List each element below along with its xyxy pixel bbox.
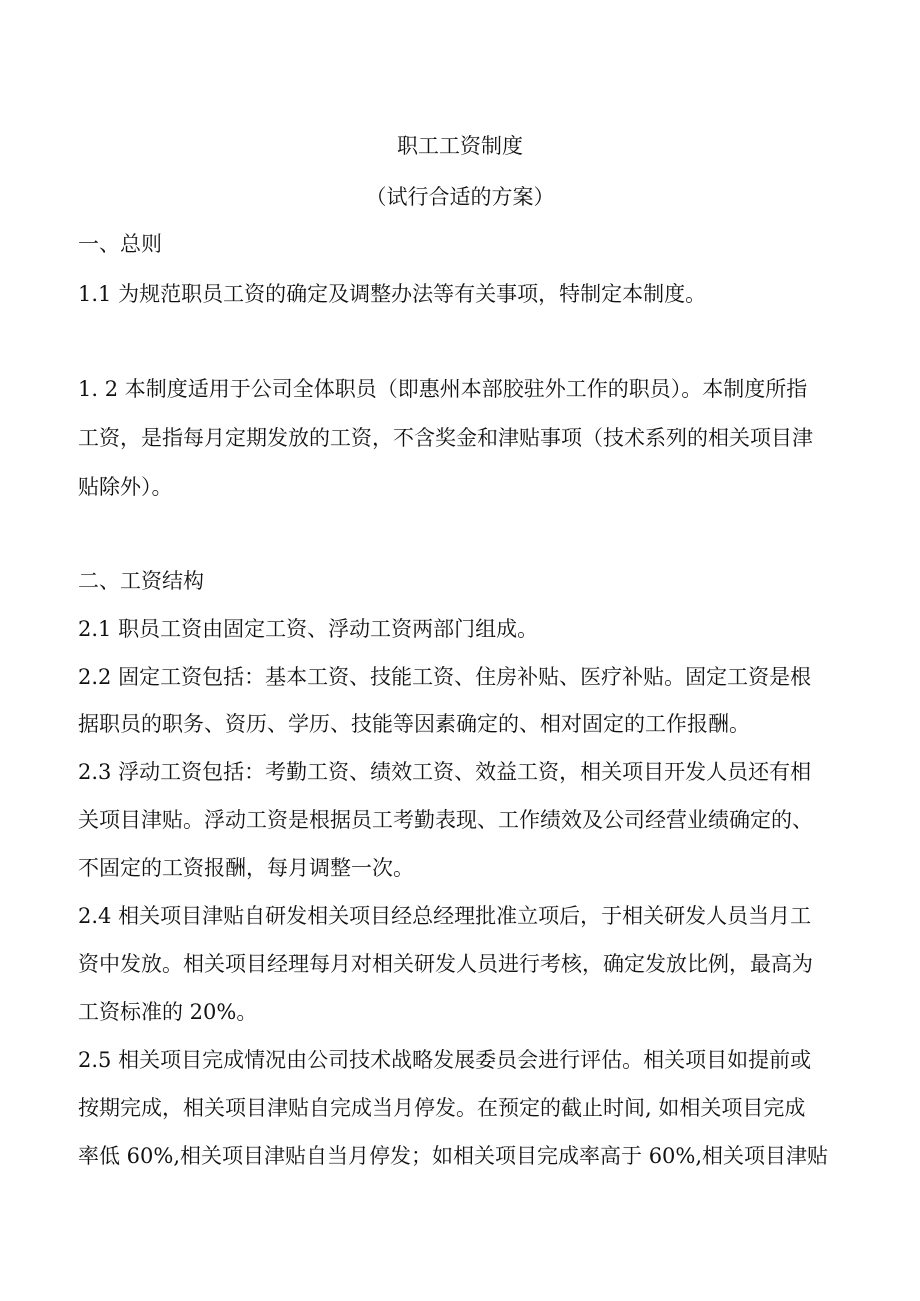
paragraph-2-2-line-2: 据职员的职务、资历、学历、技能等因素确定的、相对固定的工作报酬。	[78, 712, 750, 736]
document-subtitle: （试行合适的方案）	[365, 185, 555, 209]
paragraph-1-2-line-2: 工资，是指每月定期发放的工资，不含奖金和津贴事项（技术系列的相关项目津	[78, 426, 813, 450]
paragraph-2-3-line-2: 关项目津贴。浮动工资是根据员工考勤表现、工作绩效及公司经营业绩确定的、	[78, 808, 813, 832]
paragraph-1-2-line-3: 贴除外）。	[78, 475, 173, 499]
paragraph-2-3-line-1: 2.3 浮动工资包括：考勤工资、绩效工资、效益工资，相关项目开发人员还有相	[78, 760, 812, 784]
paragraph-2-4-line-2: 资中发放。相关项目经理每月对相关研发人员进行考核，确定发放比例，最高为	[78, 952, 813, 976]
paragraph-1-2-line-1: 1. 2 本制度适用于公司全体职员（即惠州本部胶驻外工作的职员）。本制度所指	[78, 377, 808, 401]
paragraph-1-1: 1.1 为规范职员工资的确定及调整办法等有关事项，特制定本制度。	[78, 282, 707, 306]
section-heading-wage-structure: 二、工资结构	[78, 569, 204, 593]
paragraph-2-3-line-3: 不固定的工资报酬，每月调整一次。	[78, 856, 414, 880]
paragraph-2-5-line-2: 按期完成，相关项目津贴自完成当月停发。在预定的截止时间, 如相关项目完成	[78, 1096, 806, 1120]
paragraph-2-1: 2.1 职员工资由固定工资、浮动工资两部门组成。	[78, 617, 539, 641]
paragraph-2-4-line-1: 2.4 相关项目津贴自研发相关项目经总经理批准立项后，于相关研发人员当月工	[78, 904, 812, 928]
section-heading-general: 一、总则	[78, 232, 162, 256]
paragraph-2-4-line-3: 工资标准的 20%。	[78, 1000, 258, 1024]
paragraph-2-5-line-1: 2.5 相关项目完成情况由公司技术战略发展委员会进行评估。相关项目如提前或	[78, 1048, 812, 1072]
paragraph-2-5-line-3: 率低 60%,相关项目津贴自当月停发；如相关项目完成率高于 60%,相关项目津贴	[78, 1144, 829, 1168]
document-title: 职工工资制度	[397, 134, 523, 158]
paragraph-2-2-line-1: 2.2 固定工资包括：基本工资、技能工资、住房补贴、医疗补贴。固定工资是根	[78, 665, 812, 689]
